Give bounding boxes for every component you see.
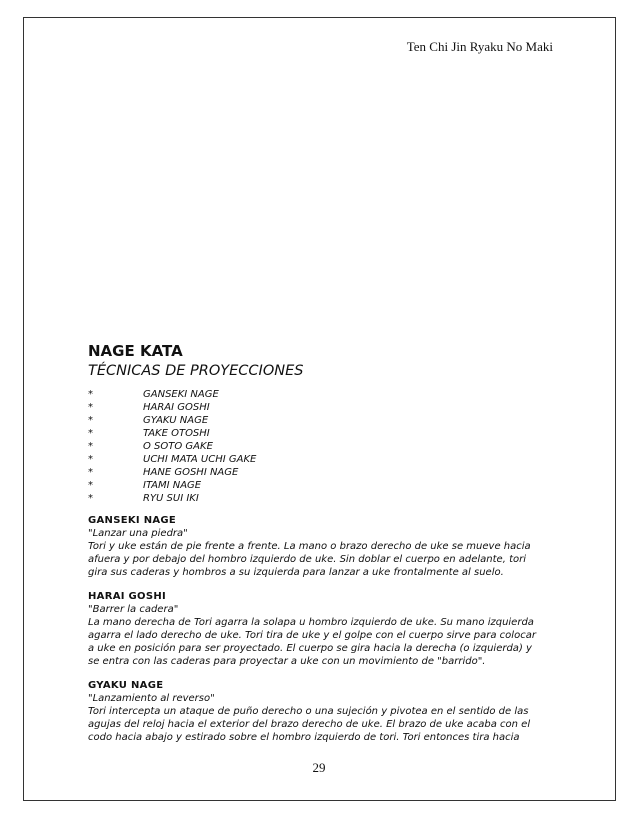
technique-name: UCHI MATA UCHI GAKE	[143, 454, 257, 465]
section-harai-goshi	[88, 590, 558, 668]
page-number: 29	[312, 760, 326, 775]
list-item	[88, 388, 558, 401]
bullet: *	[88, 480, 93, 491]
section-gyaku-nage	[88, 679, 558, 744]
body-line: afuera y por debajo del hombro izquierdo de uke. Sin doblar el cuerpo en adelante, tori	[88, 554, 526, 565]
section-quote: "Barrer la cadera"	[88, 604, 179, 615]
body-line: agujas del reloj hacia el exterior del brazo derecho de uke. El brazo de uke acaba con el	[88, 719, 531, 730]
list-item	[88, 492, 558, 505]
list-item	[88, 466, 558, 479]
list-item	[88, 401, 558, 414]
technique-list	[88, 388, 558, 505]
section-quote: "Lanzamiento al reverso"	[88, 693, 215, 704]
running-header: Ten Chi Jin Ryaku No Maki	[406, 39, 553, 54]
technique-name: HANE GOSHI NAGE	[143, 467, 239, 478]
section-heading: HARAI GOSHI	[88, 591, 167, 602]
technique-name: RYU SUI IKI	[143, 493, 199, 504]
body-line: agarra el lado derecho de uke. Tori tira de uke y el golpe con el cuerpo sirve para colocar	[88, 630, 536, 641]
section-heading: GYAKU NAGE	[88, 680, 164, 691]
page-subtitle: TÉCNICAS DE PROYECCIONES	[88, 363, 304, 379]
bullet: *	[88, 454, 93, 465]
section-heading: GANSEKI NAGE	[88, 515, 177, 526]
technique-name: O SOTO GAKE	[143, 441, 213, 452]
technique-name: TAKE OTOSHI	[143, 428, 210, 439]
technique-name: GYAKU NAGE	[143, 415, 209, 426]
bullet: *	[88, 415, 93, 426]
body-line: Tori y uke están de pie frente a frente. La mano o brazo derecho de uke se mueve hacia	[88, 541, 531, 552]
bullet: *	[88, 402, 93, 413]
body-line: La mano derecha de Tori agarra la solapa u hombro izquierdo de uke. Su mano izquierda	[88, 617, 534, 628]
technique-name: HARAI GOSHI	[143, 402, 210, 413]
bullet: *	[88, 441, 93, 452]
section-quote: "Lanzar una piedra"	[88, 528, 188, 539]
bullet: *	[88, 428, 93, 439]
list-item	[88, 427, 558, 440]
body-line: codo hacia abajo y estirado sobre el hombro izquierdo de tori. Tori entonces tira hacia	[88, 732, 520, 743]
list-item	[88, 414, 558, 427]
bullet: *	[88, 467, 93, 478]
body-line: a uke en posición para ser proyectado. El cuerpo se gira hacia la derecha (o izquierda) y	[88, 643, 532, 654]
main-content	[88, 343, 558, 744]
page-title: NAGE KATA	[88, 342, 183, 360]
bullet: *	[88, 389, 93, 400]
body-line: se entra con las caderas para proyectar a uke con un movimiento de "barrido".	[88, 656, 486, 667]
body-line: gira sus caderas y hombros a su izquierda para lanzar a uke frontalmente al suelo.	[88, 567, 504, 578]
technique-name: GANSEKI NAGE	[143, 389, 219, 400]
section-ganseki-nage	[88, 514, 558, 579]
list-item	[88, 453, 558, 466]
technique-name: ITAMI NAGE	[143, 480, 202, 491]
list-item	[88, 440, 558, 453]
bullet: *	[88, 493, 93, 504]
list-item	[88, 479, 558, 492]
body-line: Tori intercepta un ataque de puño derecho o una sujeción y pivotea en el sentido de las	[88, 706, 529, 717]
